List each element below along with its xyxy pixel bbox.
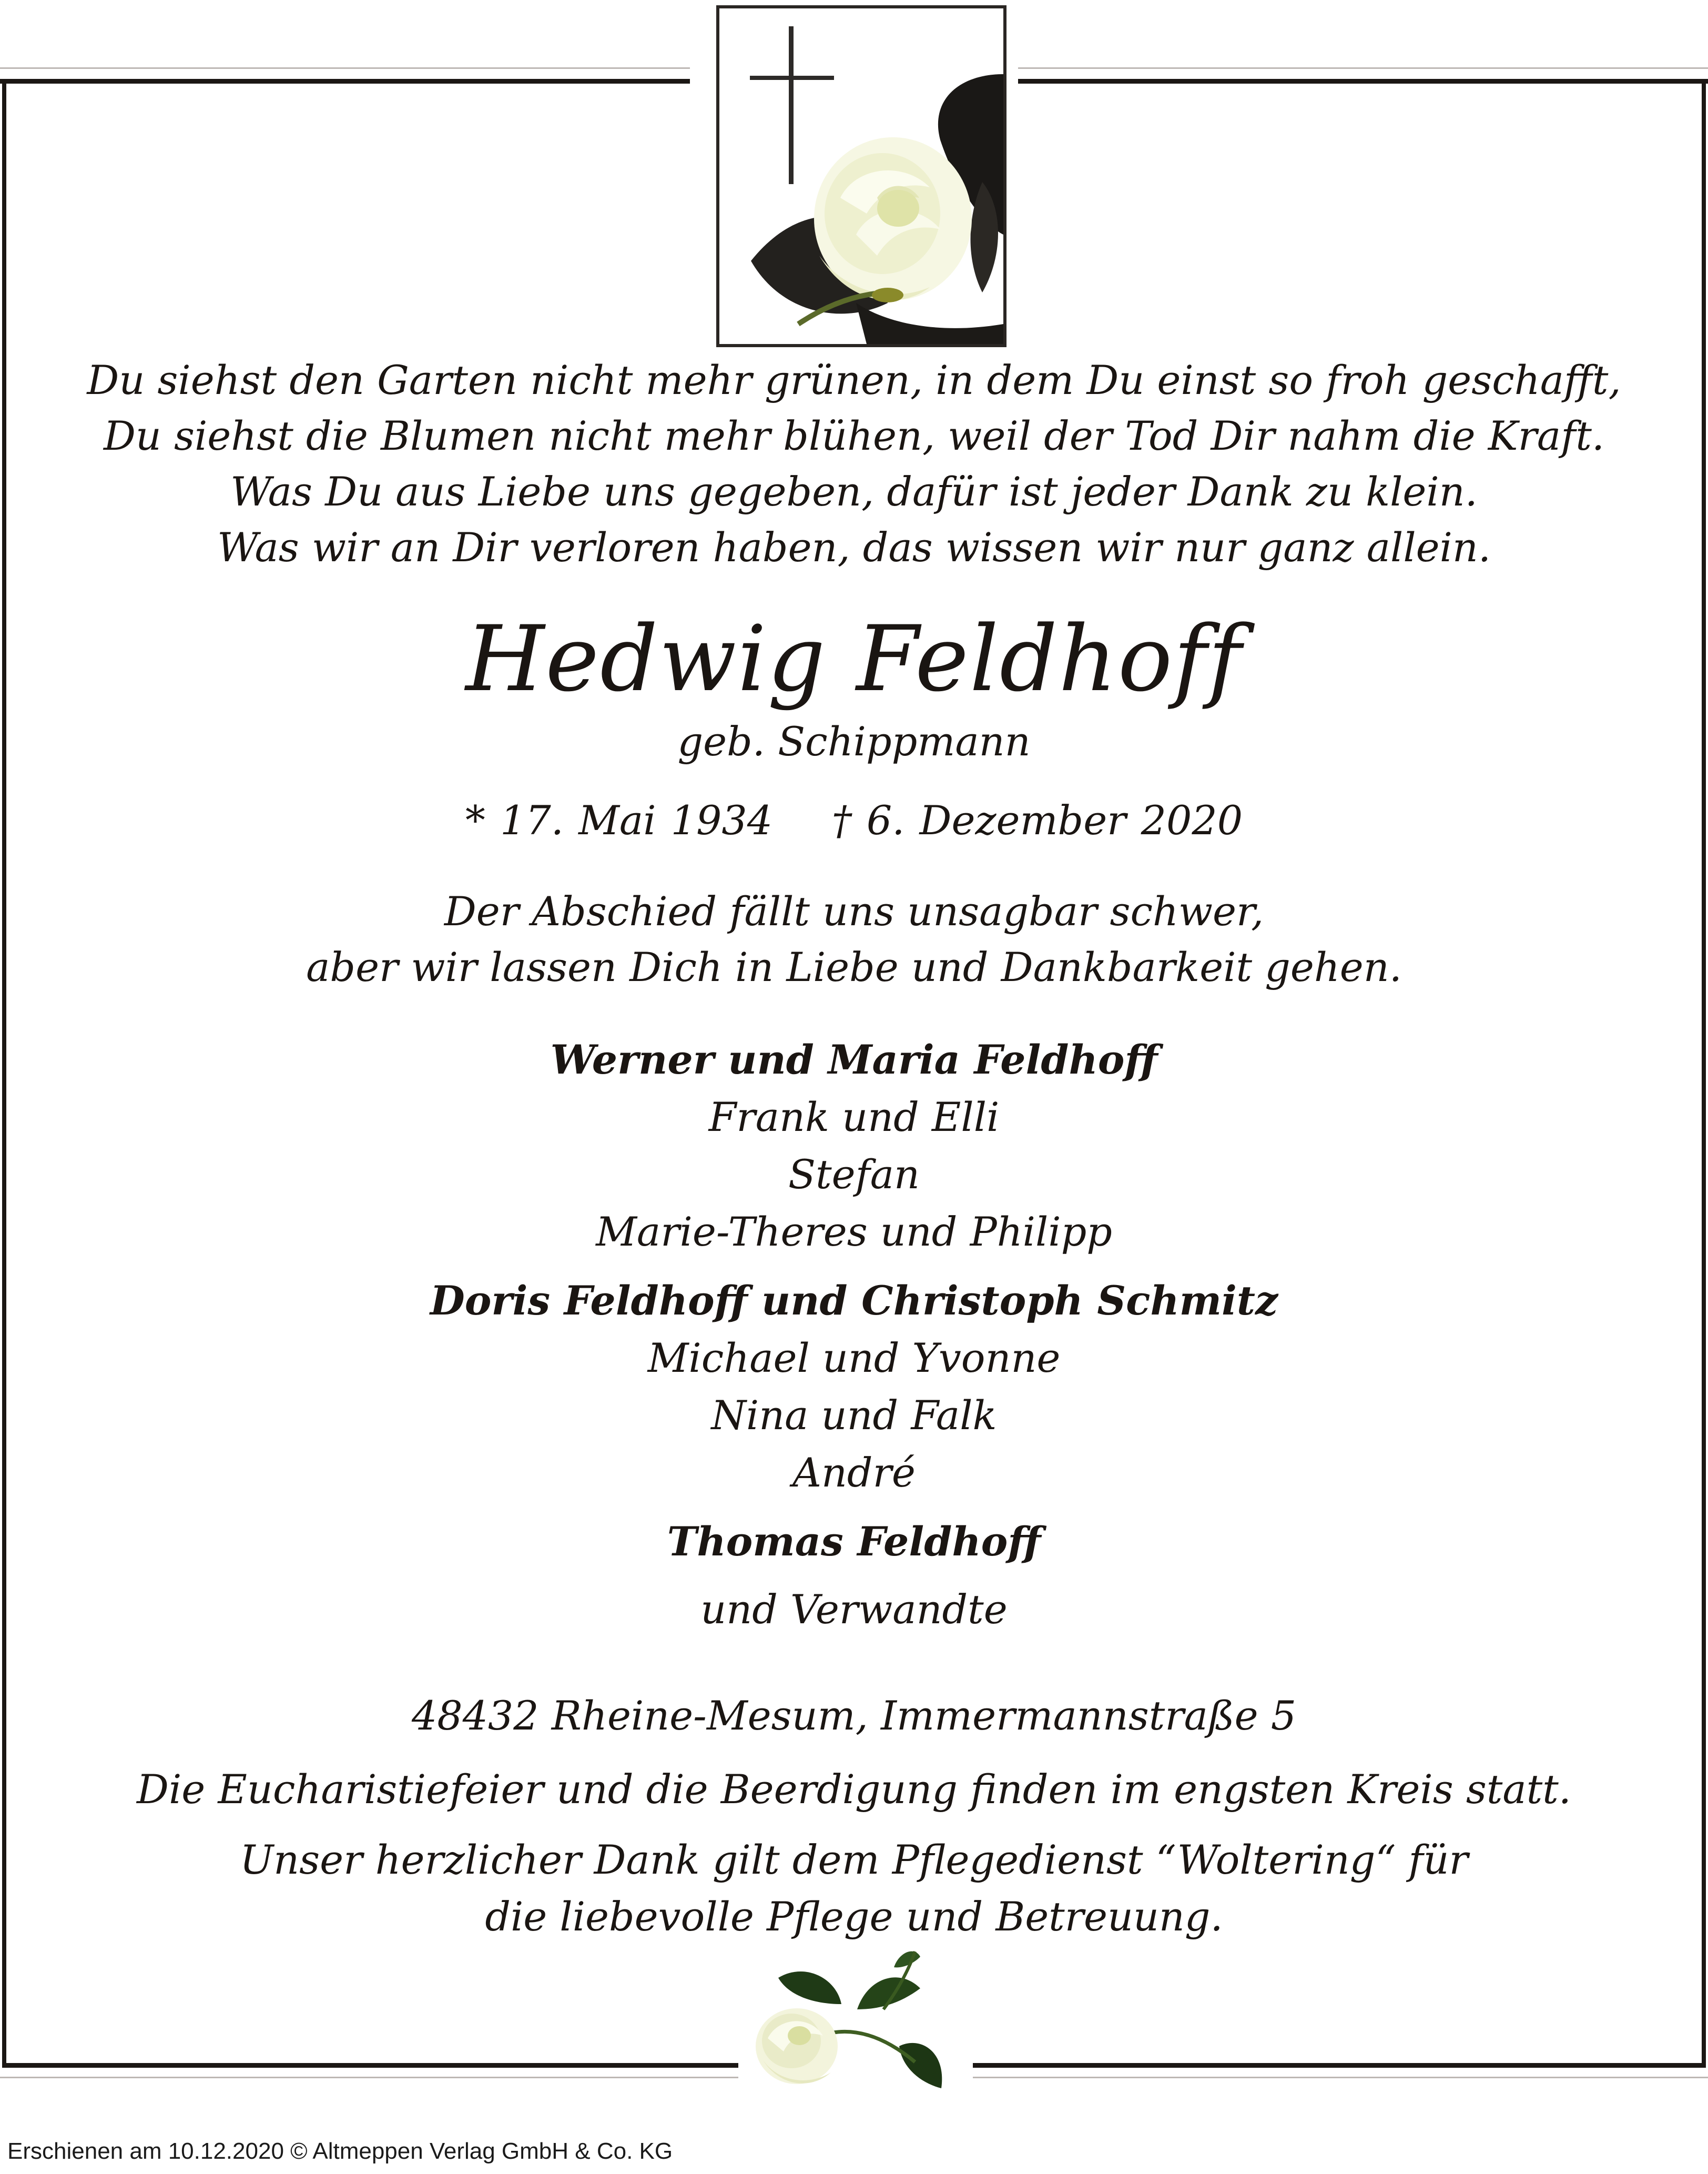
family-member: Nina und Falk (711, 1392, 997, 1439)
address: 48432 Rheine-Mesum, Immermannstraße 5 (411, 1692, 1297, 1739)
farewell-text (0, 884, 1708, 995)
white-rose-icon (741, 1946, 968, 2104)
farewell-line: aber wir lassen Dich in Liebe und Dankbarkeit gehen. (306, 944, 1402, 990)
frame-bottom-left-hairline (0, 2077, 738, 2078)
family-member: Stefan (788, 1151, 920, 1198)
life-dates: * 17. Mai 1934 † 6. Dezember 2020 (465, 797, 1243, 844)
family-list (0, 1031, 1708, 1570)
frame-bottom-left (2, 2063, 738, 2068)
thanks-line: die liebevolle Pflege und Betreuung. (485, 1893, 1223, 1940)
family-member: Michael und Yvonne (647, 1334, 1061, 1381)
thanks-line: Unser herzlicher Dank gilt dem Pflegedienst “Woltering“ für (240, 1836, 1468, 1883)
frame-bottom-right (973, 2063, 1706, 2068)
poem-line: Was wir an Dir verloren haben, das wissen wir nur ganz allein. (217, 524, 1491, 571)
thanks-text (0, 1832, 1708, 1945)
publication-credit: Erschienen am 10.12.2020 © Altmeppen Verlag GmbH & Co. KG (7, 2138, 673, 2164)
poem (0, 352, 1708, 575)
farewell-line: Der Abschied fällt uns unsagbar schwer, (444, 888, 1264, 935)
family-member: André (792, 1449, 916, 1496)
frame-top-right-hairline (1018, 67, 1708, 69)
relatives: und Verwandte (700, 1586, 1008, 1633)
family-group-head: Doris Feldhoff und Christoph Schmitz (430, 1277, 1278, 1324)
frame-top-left (0, 79, 690, 84)
frame-bottom-right-hairline (973, 2077, 1708, 2078)
poem-line: Was Du aus Liebe uns gegeben, dafür ist jeder Dank zu klein. (230, 468, 1478, 515)
deceased-name: Hedwig Feldhoff (465, 606, 1243, 712)
family-group-head: Thomas Feldhoff (667, 1518, 1041, 1565)
family-member: Frank und Elli (708, 1094, 1000, 1140)
cross-rose-image (716, 5, 1006, 347)
frame-top-right (1018, 79, 1708, 84)
frame-top-left-hairline (0, 67, 690, 69)
poem-line: Du siehst den Garten nicht mehr grünen, in dem Du einst so froh geschafft, (87, 357, 1621, 403)
family-group-head: Werner und Maria Feldhoff (550, 1036, 1158, 1083)
family-member: Marie-Theres und Philipp (596, 1208, 1112, 1255)
birth-name: geb. Schippmann (677, 718, 1031, 765)
poem-line: Du siehst die Blumen nicht mehr blühen, weil der Tod Dir nahm die Kraft. (103, 412, 1605, 459)
rose-image (741, 1946, 968, 2104)
funeral-notice: Die Eucharistiefeier und die Beerdigung finden im engsten Kreis statt. (137, 1766, 1571, 1813)
cross-and-rose-icon (719, 8, 1003, 344)
